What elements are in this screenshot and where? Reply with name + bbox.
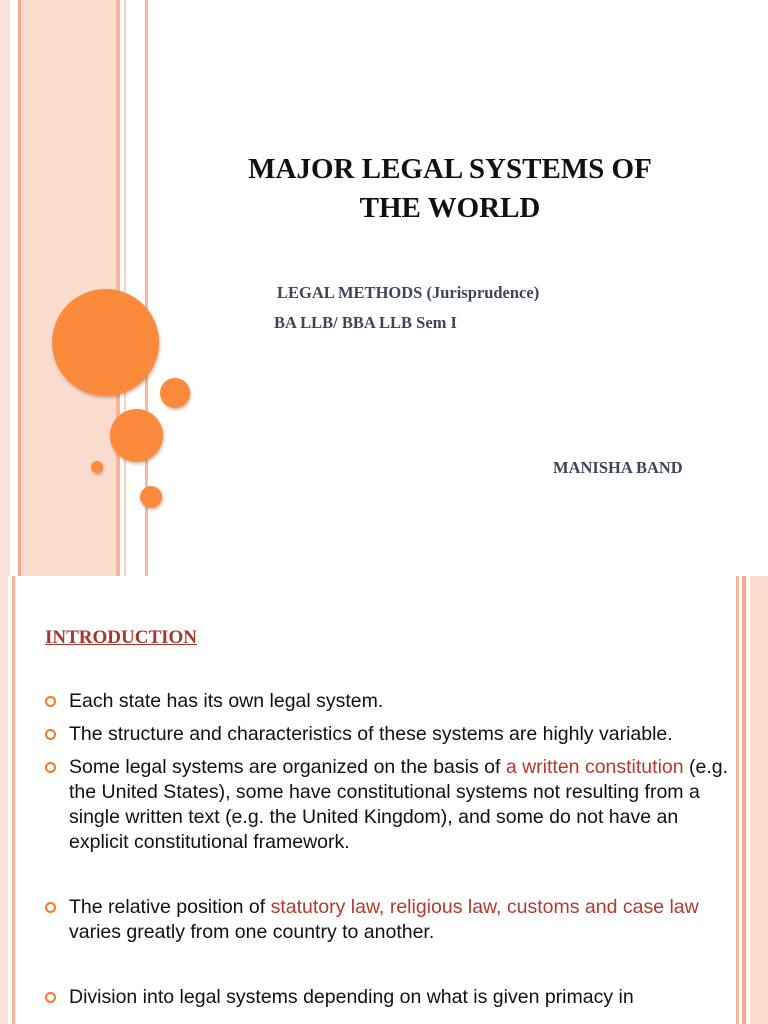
bullet-item (45, 985, 735, 1010)
decorative-edge-band (0, 0, 10, 576)
decorative-vertical-band (20, 0, 116, 576)
bullet-text: varies greatly from one country to another. (69, 921, 435, 943)
bullet-text: The relative position of (69, 896, 271, 918)
bullet-item (45, 689, 735, 714)
decorative-circle-small (140, 486, 162, 508)
decorative-circle-large (52, 289, 159, 396)
bullet-text: Some legal systems are organized on the basis of (69, 756, 506, 778)
decorative-circle-tiny (91, 461, 103, 473)
decorative-circle-small (160, 378, 190, 408)
bullet-text: The structure and characteristics of these systems are highly variable. (69, 723, 673, 745)
class-subtitle: BA LLB/ BBA LLB Sem I (274, 313, 457, 332)
bullet-circle-icon (45, 992, 56, 1003)
bullet-highlight: a written constitution (505, 756, 684, 778)
bullet-circle-icon (45, 696, 56, 707)
decorative-line (12, 576, 15, 1024)
bullet-circle-icon (45, 762, 56, 773)
bullet-text: Division into legal systems depending on what is given primacy in (69, 986, 634, 1008)
decorative-line (742, 576, 746, 1024)
decorative-right-band (750, 576, 768, 1024)
content-slide (0, 576, 768, 1024)
section-heading: INTRODUCTION (45, 627, 198, 648)
decorative-line (116, 0, 120, 576)
bullet-list (45, 689, 735, 1010)
title-line: MAJOR LEGAL SYSTEMS OF (248, 153, 652, 185)
author-name: MANISHA BAND (553, 458, 683, 477)
decorative-circle-medium (110, 409, 163, 462)
bullet-circle-icon (45, 729, 56, 740)
bullet-item (45, 895, 735, 945)
bullet-item (45, 722, 735, 747)
bullet-text: Each state has its own legal system. (69, 690, 384, 712)
decorative-line (124, 0, 126, 576)
decorative-line (18, 0, 21, 576)
decorative-line (736, 576, 739, 1024)
bullet-highlight: statutory law, religious law, customs and case law (270, 896, 699, 918)
course-subtitle: LEGAL METHODS (Jurisprudence) (277, 283, 540, 302)
slide-title (200, 150, 700, 228)
bullet-circle-icon (45, 902, 56, 913)
bullet-text: (e.g. the United States), some have constitutional systems not resulting from a single written text (e.g. the United Kingdom), and some do not have an explicit constitutional framework. (69, 756, 729, 853)
decorative-edge-band (0, 576, 8, 1024)
bullet-item (45, 755, 735, 855)
title-line: THE WORLD (359, 192, 541, 224)
